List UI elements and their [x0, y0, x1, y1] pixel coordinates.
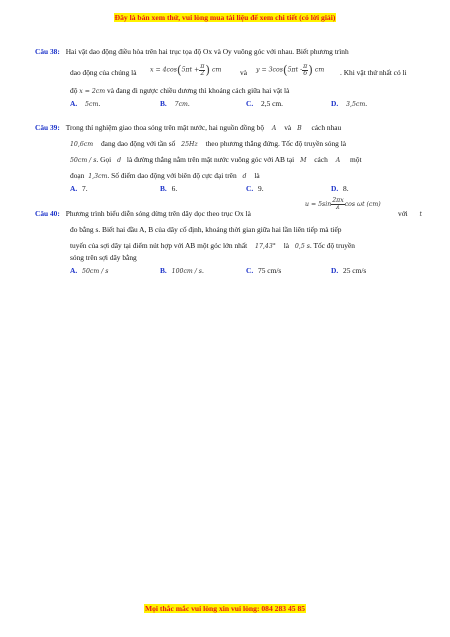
option-label: D.: [331, 184, 339, 193]
question-text: . Khi vật thứ nhất có li: [340, 68, 407, 77]
option-b: 7cm: [174, 101, 188, 108]
variable-t: t: [419, 211, 423, 218]
option-a: 5cm: [85, 101, 99, 108]
question-text: tuyến của sợi dây tại điểm nút hợp với AB một góc lớn nhất: [70, 241, 248, 250]
option-suffix: .: [98, 99, 101, 108]
option-a: 7.: [82, 184, 88, 193]
question-text: đang dao động với tần số: [100, 139, 176, 148]
option-b: 100cm / s: [171, 268, 202, 275]
option-c: 2,5 cm.: [261, 99, 284, 108]
question-text: Phương trình biểu diễn sóng dừng trên dây dọc theo trục Ox là: [65, 209, 251, 218]
point-m: M: [300, 157, 307, 164]
option-a: 50cm / s: [82, 268, 109, 275]
question-text: . Tốc độ truyền: [309, 241, 355, 250]
question-text: dao động của chúng là: [70, 68, 137, 77]
question-text: và đang đi ngược chiều dương thì khoảng cách giữa hai vật là: [107, 86, 290, 95]
equation-x: x = 4cos(5πt + $\frac{\pi}{2}$ ) cm: [150, 62, 222, 77]
question-number: Câu 39:: [35, 123, 60, 132]
question-text: đo bằng s. Biết hai đầu A, B của dây cố định, khoảng thời gian giữa hai lần liên tiếp mà tiếp: [70, 225, 342, 234]
preview-banner: [0, 13, 450, 22]
option-label: A.: [70, 184, 78, 193]
option-label: A.: [70, 266, 78, 275]
equation-x2: x = 2cm: [79, 88, 106, 95]
question-number: Câu 40:: [35, 209, 60, 218]
option-label: C.: [246, 184, 254, 193]
point-b: B: [297, 125, 302, 132]
point-a: A: [335, 157, 341, 164]
question-text: một: [350, 155, 362, 164]
angle: 17,43°: [255, 243, 276, 250]
point-a: A: [271, 125, 277, 132]
contact-footer-text: Mọi thắc mắc vui lòng xin vui lòng: 084 283 45 85: [144, 604, 306, 613]
wave-equation: u = 5sin $\frac{2\pi x}{\lambda}$ cos ωt (cm): [305, 197, 381, 211]
option-c: 75 cm/s: [258, 266, 282, 275]
question-text: là đường thẳng nằm trên mặt nước vuông góc với AB tại: [126, 155, 295, 164]
question-text: là: [254, 171, 260, 180]
question-text: . Gọi: [96, 155, 112, 164]
question-text: Hai vật dao động điều hòa trên hai trục tọa độ Ox và Oy vuông góc với nhau. Biết phương trình: [65, 47, 349, 56]
question-text: độ: [70, 86, 78, 95]
option-d: 25 cm/s: [343, 266, 367, 275]
question-text: . Số điểm dao động với biên độ cực đại trên: [107, 171, 237, 180]
frequency: 25Hz: [181, 141, 198, 148]
question-text: sóng trên sợi dây bằng: [70, 253, 137, 262]
and-text: và: [284, 123, 292, 132]
option-suffix: .: [201, 266, 204, 275]
question-text: đoạn: [70, 171, 85, 180]
option-label: B.: [160, 99, 167, 108]
option-d: 3,5cm: [346, 101, 366, 108]
option-d: 8.: [343, 184, 349, 193]
question-text: Trong thí nghiệm giao thoa sóng trên mặt nước, hai nguồn đồng bộ: [65, 123, 265, 132]
question-text: theo phương thẳng đứng. Tốc độ truyền sóng là: [205, 139, 347, 148]
question-text: cách: [314, 155, 328, 164]
question-text: là: [283, 241, 290, 250]
time-interval: 0,5 s: [294, 243, 310, 250]
option-suffix: .: [187, 99, 190, 108]
question-text: với: [398, 209, 408, 218]
option-label: D.: [331, 266, 339, 275]
option-suffix: .: [365, 99, 368, 108]
line-d: d: [242, 173, 247, 180]
option-label: C.: [246, 99, 254, 108]
and-text: và: [240, 68, 247, 77]
option-c: 9.: [258, 184, 264, 193]
distance-ab: 10,6cm: [70, 141, 94, 148]
option-b: 6.: [171, 184, 178, 193]
question-number: Câu 38:: [35, 47, 60, 56]
option-label: D.: [331, 99, 339, 108]
question-text: cách nhau: [311, 123, 342, 132]
line-d: d: [117, 157, 122, 164]
option-label: B.: [160, 266, 167, 275]
option-label: B.: [160, 184, 167, 193]
option-label: A.: [70, 99, 78, 108]
distance-am: 1,3cm: [88, 173, 108, 180]
wave-speed: 50cm / s: [70, 157, 97, 164]
option-label: C.: [246, 266, 254, 275]
preview-banner-text: Đây là bản xem thử, vui lòng mua tài liệu để xem chi tiết (có lời giải): [114, 13, 336, 22]
equation-y: y = 3cos(5πt - $\frac{\pi}{6}$ ) cm: [256, 62, 325, 77]
contact-footer: [0, 604, 450, 613]
